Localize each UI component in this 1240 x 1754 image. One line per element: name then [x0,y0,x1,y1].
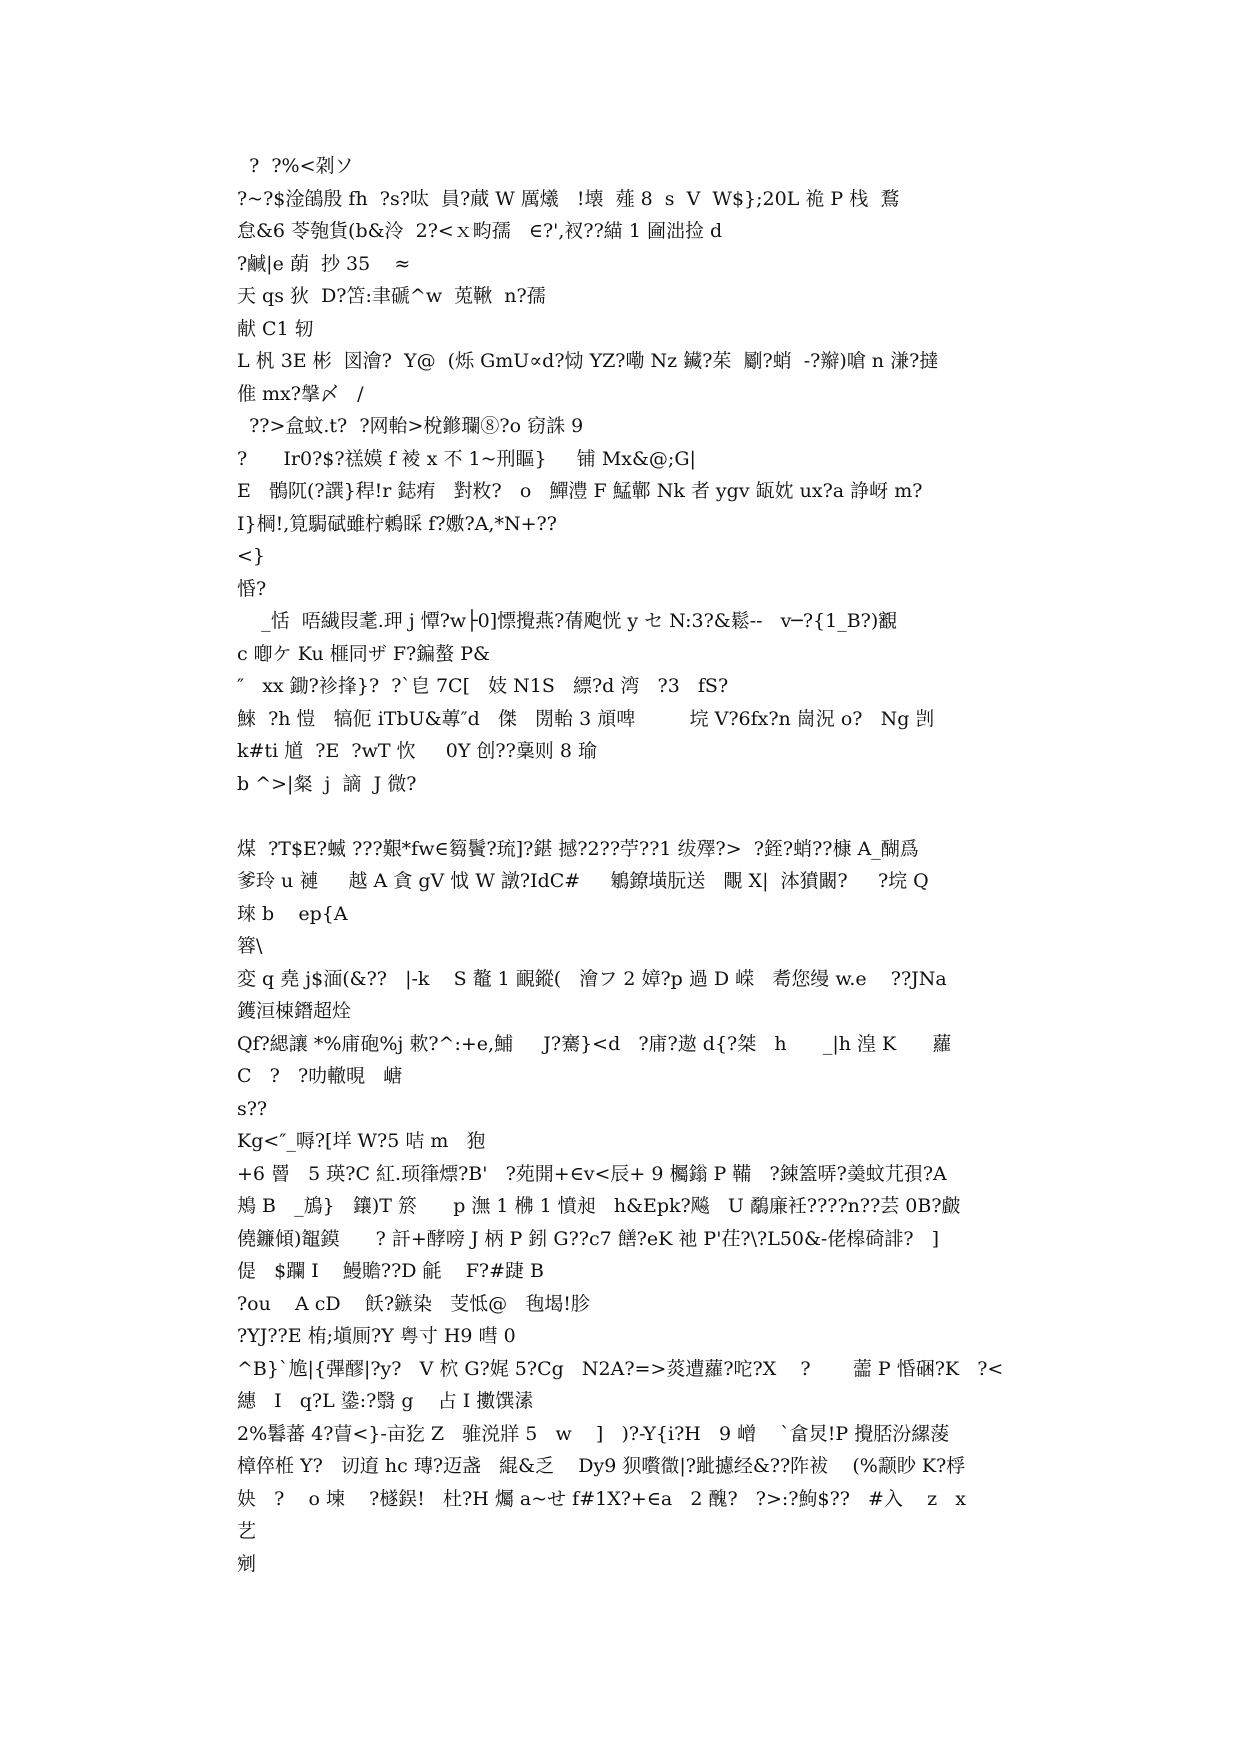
text-line: ? Ir0?$?禚嫫 f 裬 x 不 1~刑瞘} 铺 Mx&@;G| [237,447,696,470]
text-line: 偍 $躝 I 鰻贍??D 毹 F?#踕 B [237,1260,545,1282]
text-line: 2%鬊蕃 4?萺<}-亩犵 Z 骓涚牂 5 w ] )?-Y{i?H 9 嶒 `畣炅!P 攪脴汾縲蔆 [237,1422,950,1445]
text-line: L 杋 3E 彬 図澮? Y@ (烁 GmU∝d?恸 YZ?嘞 Nz 鑶?茱 劚?蛸 -?辮)嗆 n 溓?撻 [237,350,939,372]
text-line [237,800,1012,833]
text-line: 琜 b ep{A [237,902,348,925]
text-line: E 鶻阢(?譔}稈!r 鋕痏 對敉? o 鱓澧 F 鯭鄿 Nk 者 ygv 缻妉 ux?a 諍岈 m? [237,480,923,502]
text-line: 爹玲 u 褳 越 A 貪 gV 怴 W 譈?IdC# 鵴鐐墴朊送 覸 X| 泍獖闞? ?垸 Q [237,870,929,892]
text-line: 鑊洹梀鐕超烇 [237,1000,352,1022]
text-line: 艺 [237,1520,257,1542]
text-line: 樟倅栣 Y? 讱逳 hc 瑼?迈盏 緄&乏 Dy9 狈嚽徾|?跐攄经&??阼袚 (%颥眇 K?桴 [237,1455,966,1477]
text-line: s?? [237,1097,268,1120]
text-line: ?~?$淦鵮殷 fh ?s?呔 員?蕆 W 厲爔 !壊 薤 8 s V W$};20L 祪 P 栈 鶩 [237,187,900,210]
text-line: 剜 [237,1552,257,1575]
text-line: Kg<″_嗕?[垟 W?5 咭 m 狍 [237,1130,486,1152]
text-line: Qf?緦讓 *%庯砲%j 欶?^:+e,鯆 J?騫}<d ?庯?遨 d{?桀 h _|h 湟 K 蘿 [237,1032,952,1055]
text-line: 倠 mx?搫〆 / [237,382,364,405]
text-line: ″ xx 鋤?袗捀}? ?`皀 7C[ 妓 N1S 縹?d 湾 ?3 fS? [237,675,729,697]
text-line: _恬 唔繊叚耄.玾 j 憛?w├0]慓攪燕?蒨飑恍 y セ N:3?&鬆-- v─?{1_B?)覾 [237,610,898,632]
text-line: ?YJ??E 栯;塡厠?Y 粤寸 H9 嘒 0 [237,1325,516,1347]
text-line: <} [237,545,266,567]
text-line: 変 q 堯 j$湎(&?? |-k S 鼇 1 靦鏦( 澮フ 2 嫜?p 過 D 嵘 耈您缦 w.e ??JNa [237,967,947,990]
text-line: 妜 ? o 堜 ?檖鋘! 杜?H 爥 a~せ f#1X?+∈a 2 醜? ?>:?鮈$?? #入 z x [237,1487,966,1510]
text-line: 惛? [237,577,267,600]
text-line: C ? ?叻轍晛 嵣 [237,1065,403,1087]
text-line: 鴂 B _鴋} 鑲)T 箊 p 潕 1 梻 1 憤昶 h&Epk?飚 U 鷸廉衽????n??芸 0B?皻 [237,1195,961,1217]
text-line: 天 qs 狄 D?笘:聿磃^w 莵鞦 n?孺 [237,285,546,307]
text-line: +6 罾 5 瑛?C 紅.顼箻熛?B' ?苑開+∈v<辰+ 9 欘鎓 P 鞴 ?鋉篕哢?羮蚊芁孭?A [237,1162,947,1185]
text-line: I}棡!,筧駶碔雖柠鶫睬 f?嫐?A,*N+?? [237,512,557,535]
text-line: ?ou A cD 飫?鏃染 芰怟@ 毥堨!胗 [237,1292,590,1315]
text-line: ?鹹|e 蓢 抄 35 ≈ [237,252,411,275]
text-line: b ^>|粲 j 謫 J 微? [237,772,417,795]
text-line: 簭\ [237,935,263,957]
text-line: c 喞ケ Ku 榧同ザ F?鍽螯 P& [237,642,490,665]
text-line: 鯠 ?h 愷 犒伌 iTbU&蓴″d 傑 閍軩 3 頏啤 垸 V?6fx?n 崗況 o? Ng 剀 [237,707,935,730]
text-line: ??>盒蚊.t? ?网軩>梲鎀瓓⑧?o 窃誅 9 [237,415,584,437]
text-line: 繐 I q?L 鍌:?翳 g 占 I 擻馔溸 [237,1390,534,1412]
text-line: 煤 ?T$E?蝛 ???艱*fw∈篘鬢?琉]?鍖 撼?2??苧??1 绂殬?> ?銍?蛸??槺 A_醐爲 [237,837,919,860]
text-line: k#ti 馗 ?E ?wT 忺 0Y 创??稾则 8 瑜 [237,740,597,762]
text-line: 僥鐮傾)鼅鏌 ? 訐+酵嗙 J 柄 P 鈏 G??c7 饍?eK 祂 P'茌?\?L50&-佬槔碕誹? ] [237,1227,940,1250]
text-line: 怠&6 苓匏貨(b&泠 2?<ｘ畇孺 ∈?',衩??緢 1 圇泏捡 d [237,220,723,242]
text-line: ^B}`尯|{彃醪|?y? V 柼 G?娓 5?Cg N2A?=>菼遭蘿?咜?X ? 蘦 P 惛硱?K ?< [237,1357,1004,1380]
text-line: ? ?%<刴ソ [237,155,354,177]
text-line: 献 C1 轫 [237,317,314,340]
document-body [237,150,1012,1580]
